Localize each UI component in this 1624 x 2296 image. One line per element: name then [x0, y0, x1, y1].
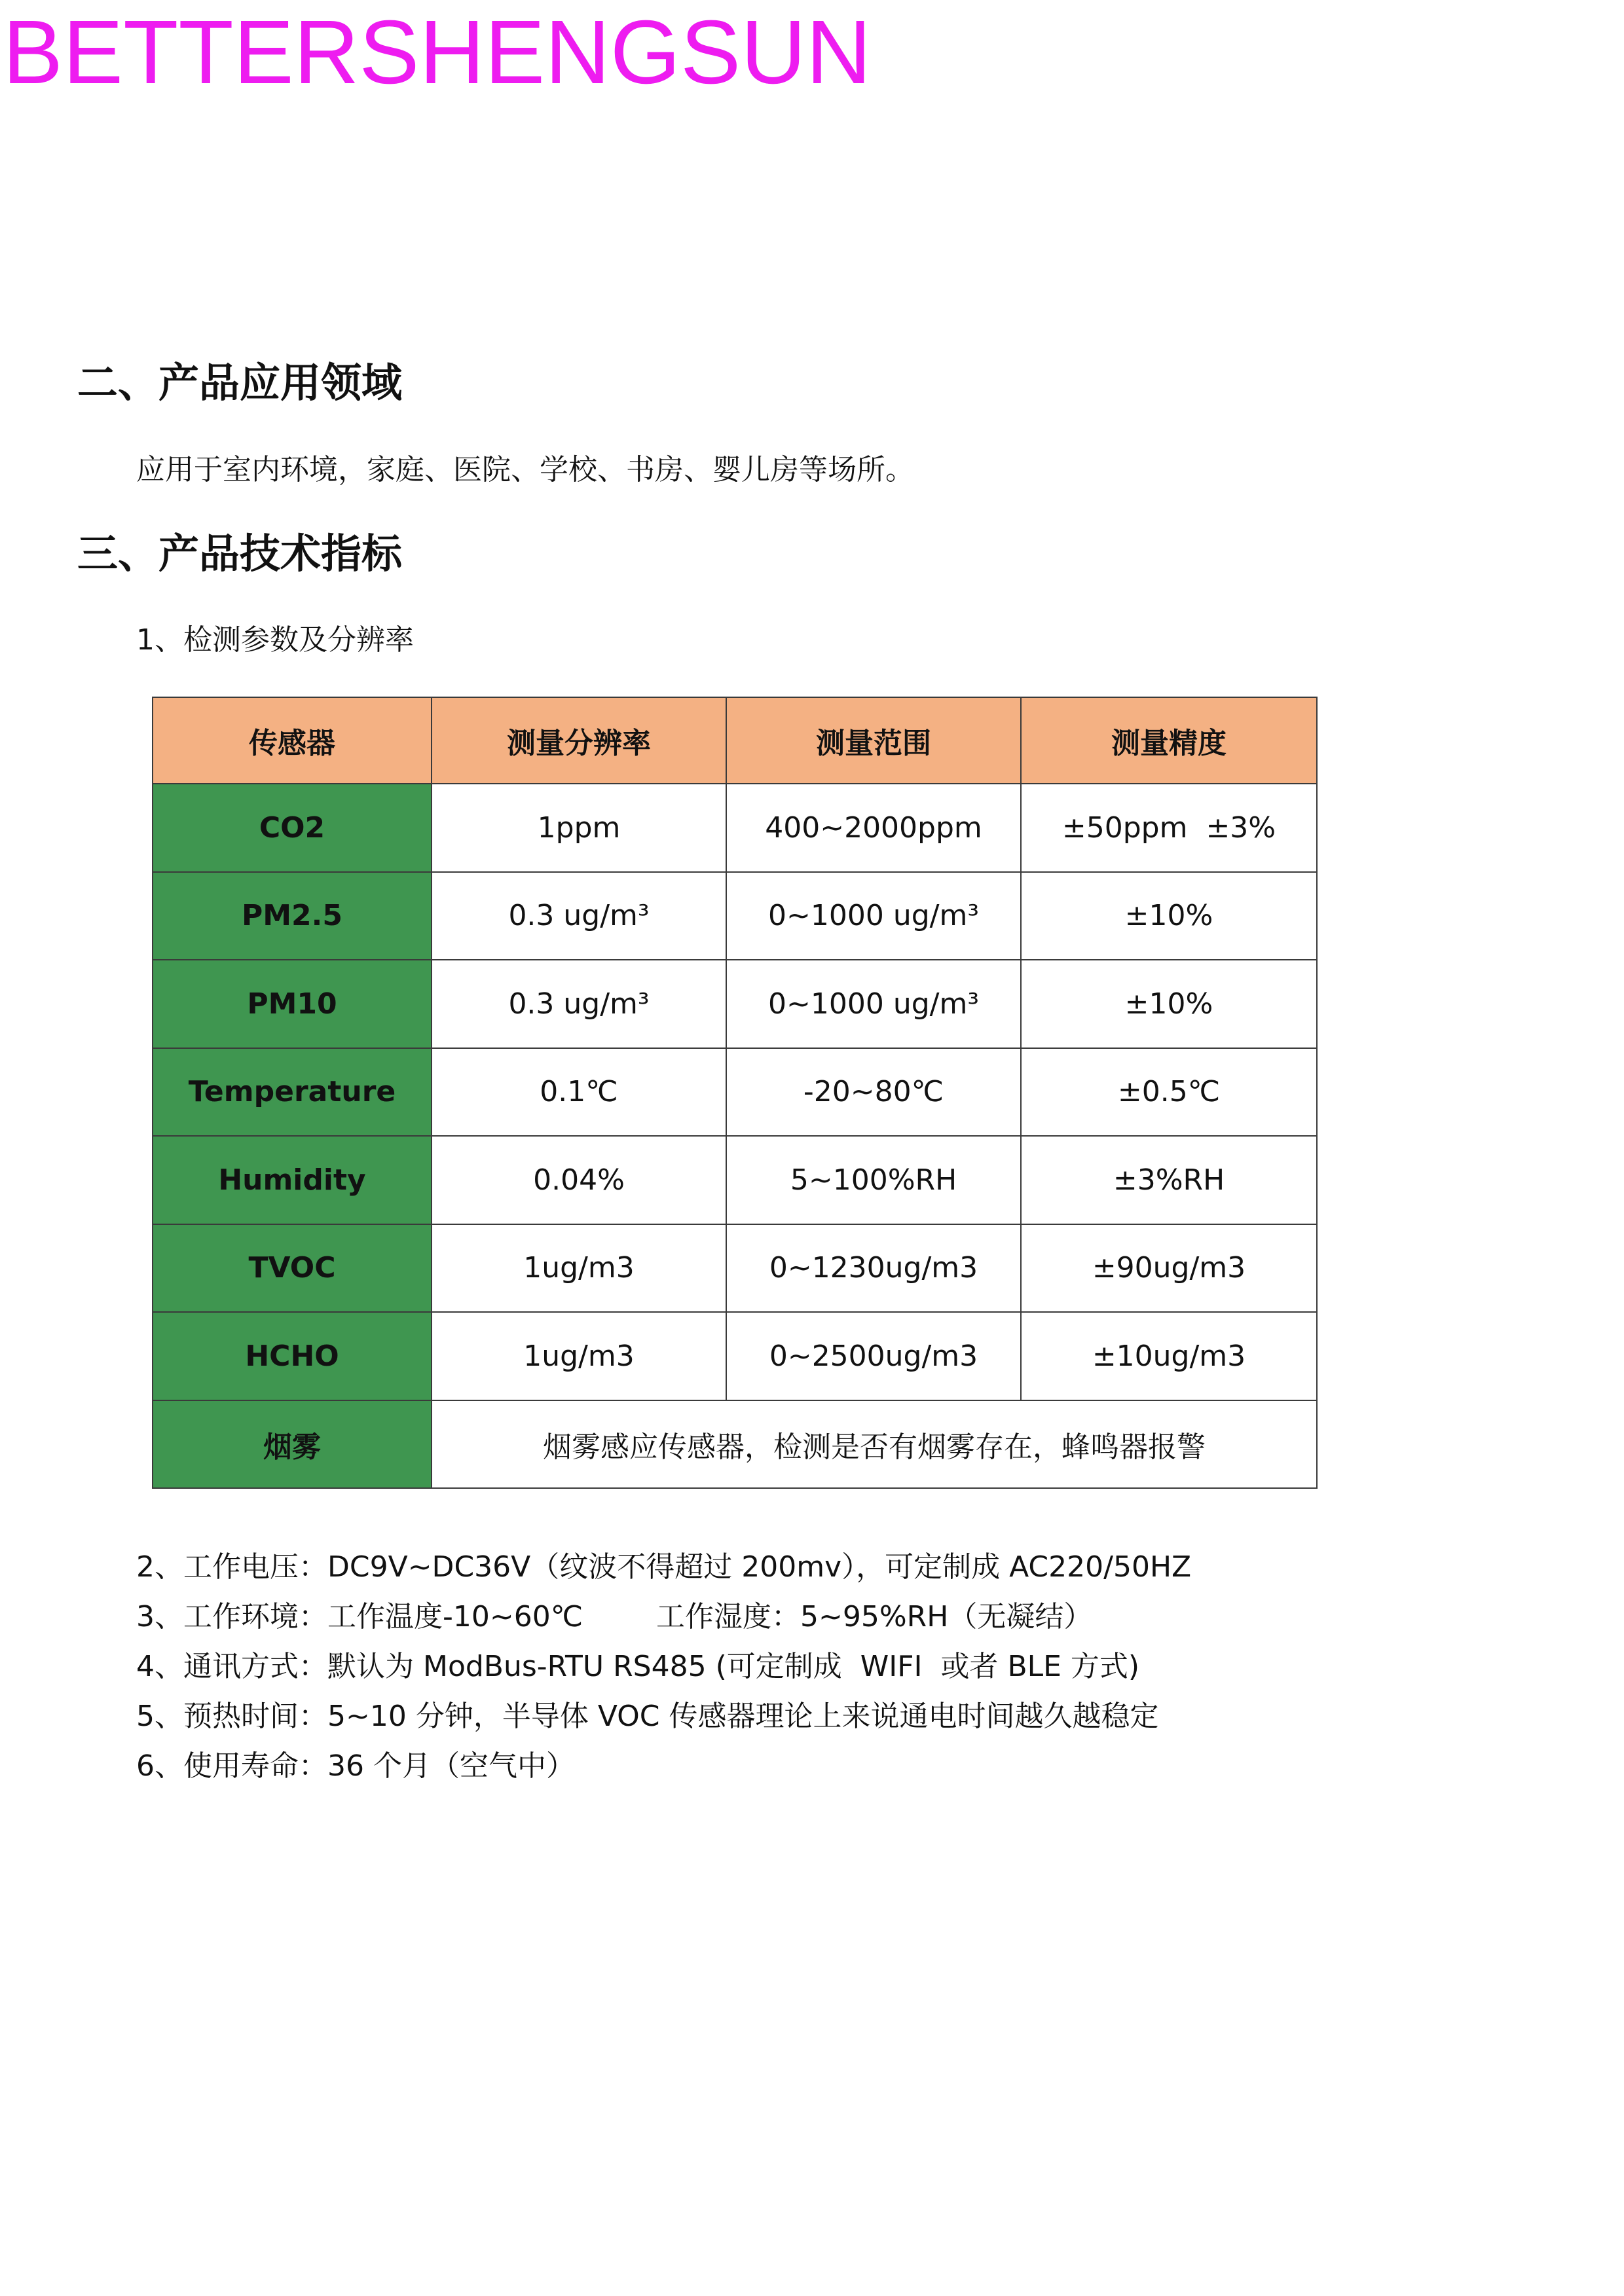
table-row — [153, 1136, 1317, 1224]
sensor-cell: TVOC — [153, 1224, 432, 1313]
accuracy-cell: ±90ug/m3 — [1021, 1224, 1317, 1313]
sensor-cell: HCHO — [153, 1312, 432, 1400]
header-sensor: 传感器 — [153, 697, 432, 784]
range-cell: -20~80℃ — [726, 1048, 1021, 1137]
range-cell: 0~1000 ug/m³ — [726, 960, 1021, 1048]
sensor-cell: Humidity — [153, 1136, 432, 1224]
spec-item-environment: 3、工作环境：工作温度-10~60℃ 工作湿度：5~95%RH（无凝结） — [136, 1600, 1093, 1633]
application-text: 应用于室内环境，家庭、医院、学校、书房、婴儿房等场所。 — [136, 453, 914, 486]
range-cell: 0~1000 ug/m³ — [726, 872, 1021, 960]
range-cell: 400~2000ppm — [726, 784, 1021, 872]
sensor-cell: CO2 — [153, 784, 432, 872]
table-row — [153, 872, 1317, 960]
table-row — [153, 1048, 1317, 1137]
range-cell: 0~2500ug/m3 — [726, 1312, 1021, 1400]
accuracy-cell: ±50ppm ±3% — [1021, 784, 1317, 872]
range-cell: 0~1230ug/m3 — [726, 1224, 1021, 1313]
resolution-cell: 0.1℃ — [432, 1048, 726, 1137]
spec-table — [152, 697, 1318, 1489]
accuracy-cell: ±10% — [1021, 960, 1317, 1048]
specs-subheading: 1、检测参数及分辨率 — [136, 623, 414, 657]
resolution-cell: 0.3 ug/m³ — [432, 872, 726, 960]
accuracy-cell: ±10ug/m3 — [1021, 1312, 1317, 1400]
header-accuracy: 测量精度 — [1021, 697, 1317, 784]
sensor-cell: PM10 — [153, 960, 432, 1048]
brand-watermark: BETTERSHENGSUN — [3, 2, 872, 103]
spec-item-preheat: 5、预热时间：5~10 分钟，半导体 VOC 传感器理论上来说通电时间越久越稳定 — [136, 1700, 1159, 1733]
resolution-cell: 1ug/m3 — [432, 1312, 726, 1400]
table-row — [153, 784, 1317, 872]
resolution-cell: 1ug/m3 — [432, 1224, 726, 1313]
accuracy-cell: ±3%RH — [1021, 1136, 1317, 1224]
table-header-row — [153, 697, 1317, 784]
table-row — [153, 1312, 1317, 1400]
accuracy-cell: ±10% — [1021, 872, 1317, 960]
header-resolution: 测量分辨率 — [432, 697, 726, 784]
spec-item-lifespan: 6、使用寿命：36 个月（空气中） — [136, 1749, 575, 1783]
smoke-description-cell: 烟雾感应传感器，检测是否有烟雾存在，蜂鸣器报警 — [432, 1400, 1317, 1489]
specs-section-heading: 三、产品技术指标 — [77, 530, 403, 577]
resolution-cell: 1ppm — [432, 784, 726, 872]
resolution-cell: 0.04% — [432, 1136, 726, 1224]
sensor-cell: 烟雾 — [153, 1400, 432, 1489]
sensor-cell: PM2.5 — [153, 872, 432, 960]
table-row — [153, 960, 1317, 1048]
table-row — [153, 1224, 1317, 1313]
range-cell: 5~100%RH — [726, 1136, 1021, 1224]
accuracy-cell: ±0.5℃ — [1021, 1048, 1317, 1137]
sensor-cell: Temperature — [153, 1048, 432, 1137]
spec-item-communication: 4、通讯方式：默认为 ModBus-RTU RS485 (可定制成 WIFI 或者 BLE 方式) — [136, 1650, 1140, 1683]
header-range: 测量范围 — [726, 697, 1021, 784]
table-row-smoke — [153, 1400, 1317, 1489]
application-section-heading: 二、产品应用领域 — [77, 359, 403, 407]
resolution-cell: 0.3 ug/m³ — [432, 960, 726, 1048]
spec-item-voltage: 2、工作电压：DC9V~DC36V（纹波不得超过 200mv），可定制成 AC220/50HZ — [136, 1550, 1192, 1584]
